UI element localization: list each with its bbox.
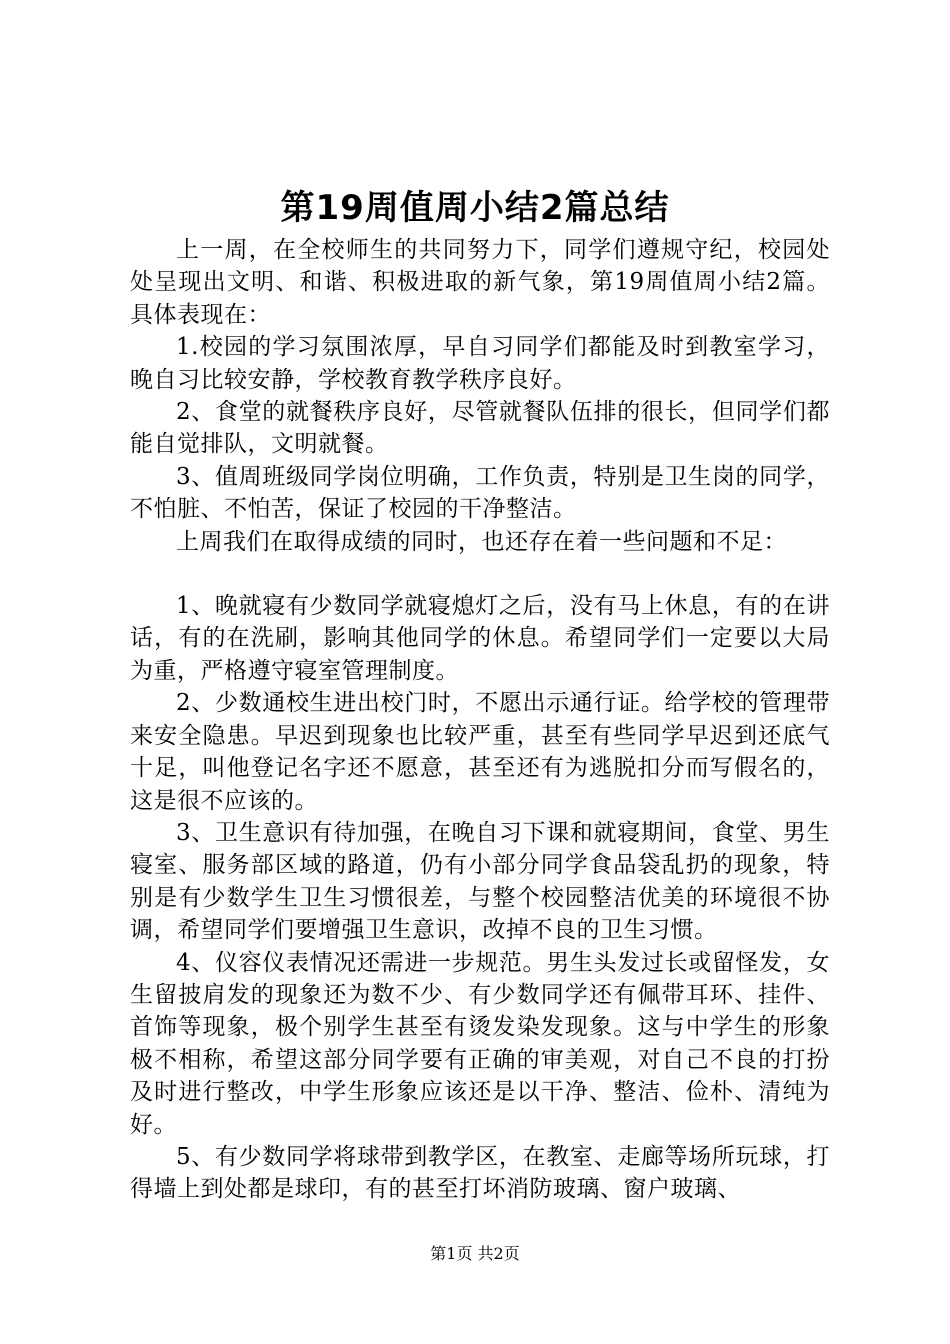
paragraph-praise-3: 3、值周班级同学岗位明确，工作负责，特别是卫生岗的同学，不怕脏、不怕苦，保证了校园的干净整洁。	[130, 463, 830, 523]
paragraph-problem-2: 2、少数通校生进出校门时，不愿出示通行证。给学校的管理带来安全隐患。早迟到现象也比较严重，甚至有些同学早迟到还底气十足，叫他登记名字还不愿意，甚至还有为逃脱扣分而写假名的，这是很不应该的。	[130, 690, 830, 814]
paragraph-praise-1: 1.校园的学习氛围浓厚，早自习同学们都能及时到教室学习，晚自习比较安静，学校教育教学秩序良好。	[130, 334, 830, 393]
document-title: 第19周值周小结2篇总结	[280, 188, 670, 228]
paragraph-problems-intro: 上周我们在取得成绩的同时，也还存在着一些问题和不足：	[176, 528, 787, 555]
paragraph-problem-3: 3、卫生意识有待加强，在晚自习下课和就寝期间，食堂、男生寝室、服务部区域的路道，仍有小部分同学食品袋乱扔的现象，特别是有少数学生卫生习惯很差，与整个校园整洁优美的环境很不协调，希望同学们要增强卫生意识，改掉不良的卫生习惯。	[130, 819, 830, 944]
paragraph-praise-2: 2、食堂的就餐秩序良好，尽管就餐队伍排的很长，但同学们都能自觉排队，文明就餐。	[130, 399, 830, 458]
paragraph-problem-4: 4、仪容仪表情况还需进一步规范。男生头发过长或留怪发，女生留披肩发的现象还为数不少、有少数同学还有佩带耳环、挂件、首饰等现象，极个别学生甚至有烫发染发现象。这与中学生的形象极不相称，希望这部分同学要有正确的审美观，对自己不良的打扮及时进行整改，中学生形象应该还是以干净、整洁、俭朴、清纯为好。	[130, 949, 830, 1138]
blank-line	[130, 558, 830, 590]
paragraph-problem-5: 5、有少数同学将球带到教学区，在教室、走廊等场所玩球，打得墙上到处都是球印，有的甚至打坏消防玻璃、窗户玻璃、	[130, 1143, 830, 1203]
document-body	[130, 234, 830, 1206]
page-footer: 第1页 共2页	[430, 1244, 520, 1263]
paragraph-intro: 上一周，在全校师生的共同努力下，同学们遵规守纪，校园处处呈现出文明、和谐、积极进取的新气象，第19周值周小结2篇。具体表现在：	[130, 237, 830, 328]
paragraph-problem-1: 1、晚就寝有少数同学就寝熄灯之后，没有马上休息，有的在讲话，有的在洗刷，影响其他同学的休息。希望同学们一定要以大局为重，严格遵守寝室管理制度。	[130, 593, 830, 684]
